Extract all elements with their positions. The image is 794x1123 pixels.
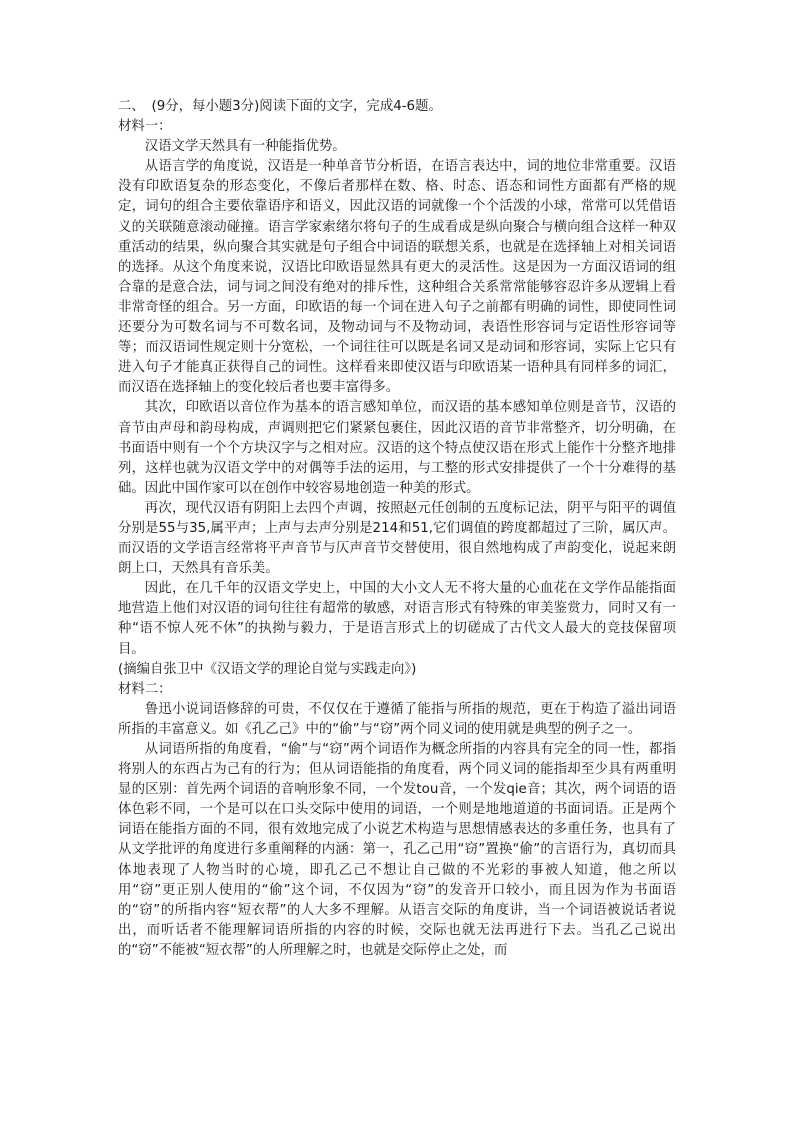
material1-paragraph-1: 从语言学的角度说，汉语是一种单音节分析语，在语言表达中，词的地位非常重要。汉语没有印欧语复杂的形态变化，不像后者那样在数、格、时态、语态和词性方面都有严格的规定，词句的组合主要依靠语序和语义，因此汉语的词就像一个个活泼的小球，常常可以凭借语义的关联随意滚动碰撞。语言学家索绪尔将句子的生成看成是纵向聚合与横向组合这样一种双重活动的结果，纵向聚合其实就是句子组合中词语的联想关系，也就是在选择轴上对相关词语的选择。从这个角度来说，汉语比印欧语显然具有更大的灵活性。这是因为一方面汉语词的组合靠的是意合法，词与词之间没有绝对的排斥性，这种组合关系常常能够容忍许多从逻辑上看非常奇怪的组合。另一方面，印欧语的每一个词在进入句子之前都有明确的词性，即使同性词还要分为可数名词与不可数名词，及物动词与不及物动词，表语性形容词与定语性形容词等等；而汉语词性规定则十分宽松，一个词往往可以既是名词又是动词和形容词，实际上它只有进入句子才能真正获得自己的词性。这样看来即使汉语与印欧语某一语种具有同样多的词汇，而汉语在选择轴上的变化较后者也要丰富得多。 <box>118 159 676 396</box>
material2-paragraph-2: 从词语所指的角度看，“偷”与“窃”两个词语作为概念所指的内容具有完全的同一性，都指将别人的东西占为己有的行为；但从词语能指的角度看，两个同义词的能指却至少具有两重明显的区别：首先两个词语的音响形象不同，一个发tou音，一个发qie音；其次，两个词语的语体色彩不同，一个是可以在口头交际中使用的词语，一个则是地地道道的书面词语。正是两个词语在能指方面的不同，很有效地完成了小说艺术构造与思想情感表达的多重任务，也具有了从文学批评的角度进行多重阐释的内涵：第一，孔乙己用“窃”置换“偷”的言语行为，真切而具体地表现了人物当时的心境，即孔乙己不想让自己做的不光彩的事被人知道，他之所以用“窃”更正别人使用的“偷”这个词，不仅因为“窃”的发音开口较小，而且因为作为书面语的“窃”的所指内容“短衣帮”的人大多不理解。从语言交际的角度讲，当一个词语被说话者说出，而听话者不能理解词语所指的内容的时候，交际也就无法再进行下去。当孔乙己说出的“窃”不能被“短衣帮”的人所理解之时，也就是交际停止之处，而 <box>118 742 676 958</box>
material1-thesis: 汉语文学天然具有一种能指优势。 <box>144 139 346 155</box>
material1-paragraph-2: 其次，印欧语以音位作为基本的语言感知单位，而汉语的基本感知单位则是音节，汉语的音节由声母和韵母构成，声调则把它们紧紧包裹住，因此汉语的音节非常整齐，切分明确，在书面语中则有一个个方块汉字与之相对应。汉语的这个特点使汉语在形式上能作十分整齐地排列，这样也就为汉语文学中的对偶等手法的运用，与工整的形式安排提供了一个十分难得的基础。因此中国作家可以在创作中较容易地创造一种美的形式。 <box>118 400 676 496</box>
material2-paragraph-1: 鲁迅小说词语修辞的可贵，不仅仅在于遵循了能指与所指的规范，更在于构造了溢出词语所指的丰富意义。如《孔乙己》中的“偷”与“窃”两个同义词的使用就是典型的例子之一。 <box>118 701 676 737</box>
material2-label: 材料二： <box>118 681 172 697</box>
material1-label: 材料一： <box>118 119 172 135</box>
material1-source: (摘编自张卫中《汉语文学的理论自觉与实践走向》) <box>118 661 417 677</box>
material1-paragraph-3: 再次，现代汉语有阴阳上去四个声调，按照赵元任创制的五度标记法，阴平与阳平的调值分别是55与35,属平声；上声与去声分别是214和51,它们调值的跨度都超过了三阶，属仄声。而汉语的文学语言经常将平声音节与仄声音节交替使用，很自然地构成了声韵变化，说起来朗朗上口，天然具有音乐美。 <box>118 500 676 577</box>
material1-paragraph-4: 因此，在几千年的汉语文学史上，中国的大小文人无不将大量的心血花在文学作品能指面地营造上他们对汉语的词句往往有超常的敏感，对语言形式有特殊的审美鉴赏力，同时又有一种“语不惊人死不休”的执拗与毅力，于是语言形式上的切磋成了古代文人最大的竞技保留项目。 <box>118 581 676 657</box>
document-page <box>118 97 676 961</box>
question-header: 二、 (9分，每小题3分)阅读下面的文字，完成4-6题。 <box>118 99 442 114</box>
